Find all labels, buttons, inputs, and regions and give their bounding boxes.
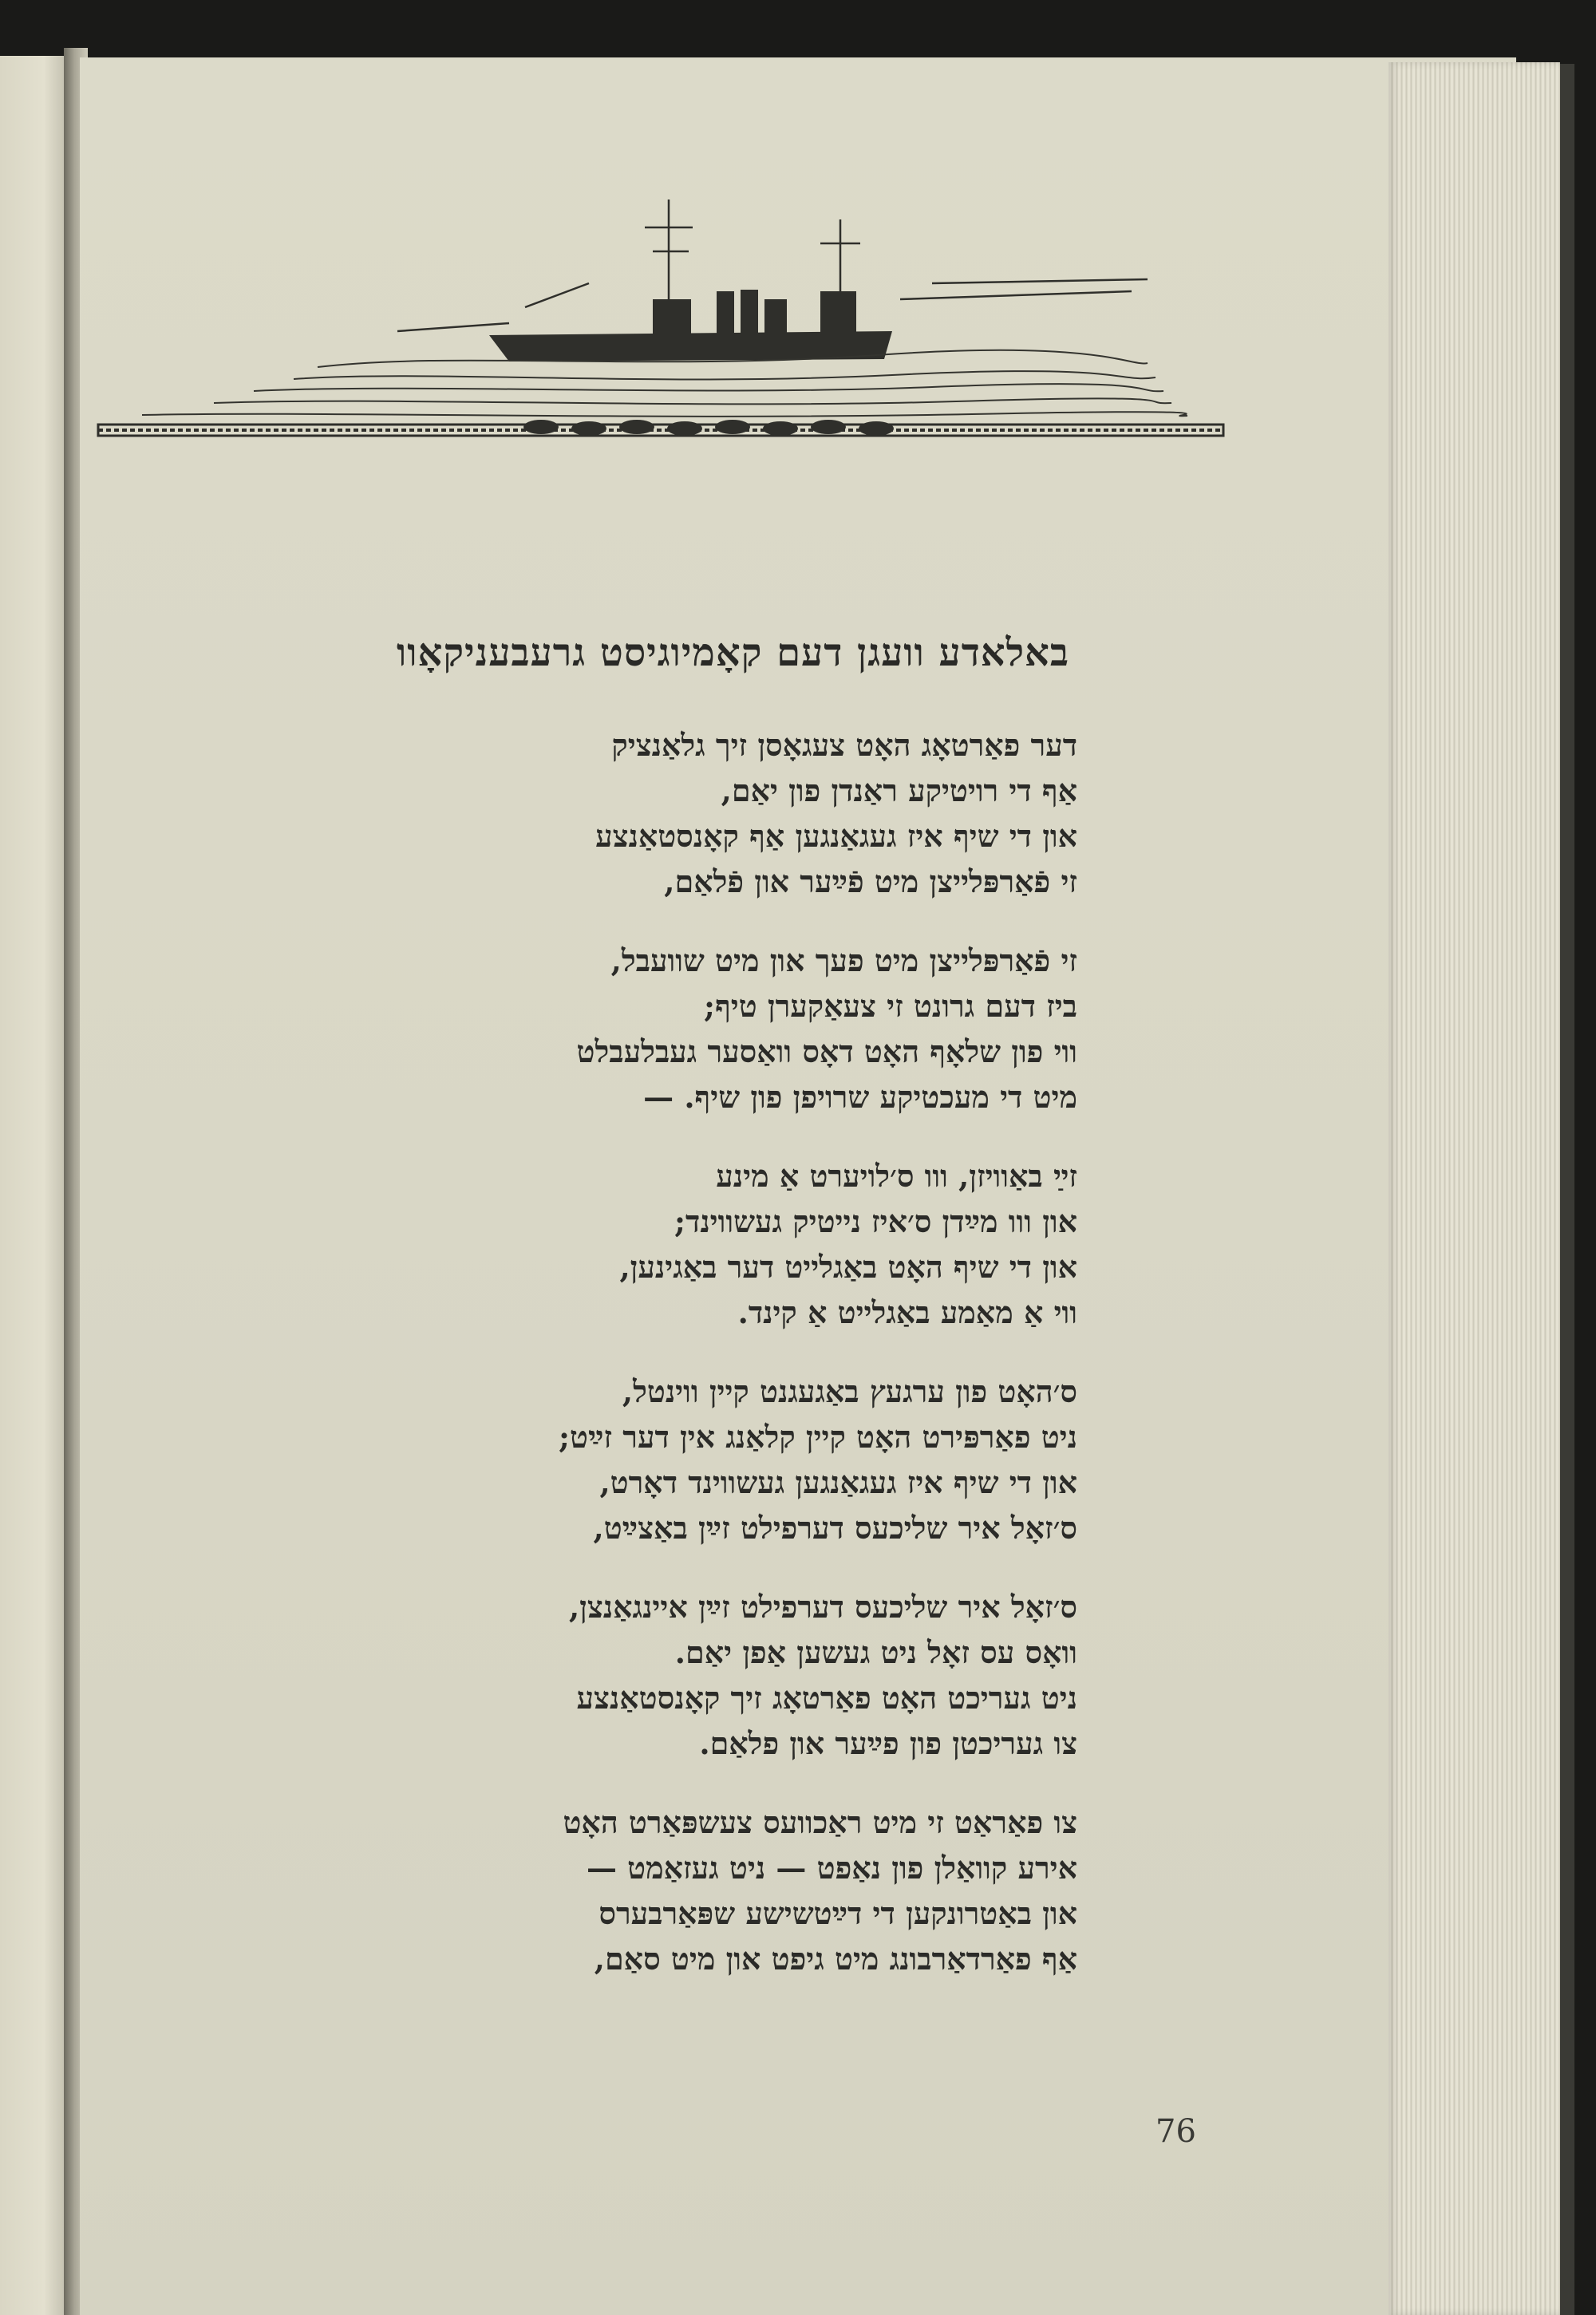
poem-line: וואָס עס זאָל ניט געשען אַפן יאַם. xyxy=(674,1634,1077,1670)
poem-line: צו געריכטן פון פײַער און פלאַם. xyxy=(699,1725,1077,1761)
poem-line: ווי פון שלאָף האָט דאָס וואַסער געבלעבלט xyxy=(576,1033,1077,1069)
poem-line: זי פֿאַרפּלייצן מיט פעך און מיט שוועבל, xyxy=(610,942,1077,978)
poem-line: ניט פאַרפּירט האָט קיין קלאַנג אין דער זײַט; xyxy=(559,1419,1077,1455)
poem-line: און ווו מײַדן ס׳איז נייטיק געשווינד; xyxy=(674,1203,1077,1239)
poem-line: און די שיף האָט באַגלייט דער באַגינען, xyxy=(619,1249,1077,1285)
book-cover-edge xyxy=(1560,64,1574,2315)
poem-line: ס׳האָט פון ערגעץ באַגעגנט קיין ווינטל, xyxy=(622,1373,1077,1409)
stanza xyxy=(40,1584,1077,1766)
poem-line: און די שיף איז געגאַנגען געשווינד דאָרט, xyxy=(599,1464,1077,1500)
poem-line: ביז דעם גרונט זי צעאַקערן טיף; xyxy=(704,988,1077,1024)
stanza xyxy=(40,1153,1077,1335)
poem-body xyxy=(40,722,1077,2015)
poem-line: זײַ באַוויזן, ווו ס׳לויערט אַ מינע xyxy=(716,1158,1077,1194)
poem-line: ס׳זאָל איר שליכעס דערפילט זײַן באַצײַט, xyxy=(593,1510,1077,1546)
stanza xyxy=(40,1369,1077,1551)
poem-line: אַף די רויטיקע ראַנדן פון יאַם, xyxy=(721,772,1077,808)
poem-line: מיט די מעכטיקע שרויפן פון שיף. — xyxy=(643,1079,1077,1115)
page-number: 76 xyxy=(1156,2113,1196,2150)
page-block-edge xyxy=(1389,62,1560,2315)
poem-line: און די שיף איז געגאַנגען אַף קאָנסטאַנצע xyxy=(595,818,1077,854)
stanza xyxy=(40,938,1077,1120)
poem-line: און באַטרונקען די דײַטשישע שפּאַרבערס xyxy=(598,1895,1077,1931)
stanza xyxy=(40,1799,1077,1981)
poem-line: אירע קוואַלן פון נאַפט — ניט געזאַמט — xyxy=(586,1850,1077,1886)
stanza xyxy=(40,722,1077,904)
poem-line: ווי אַ מאַמע באַגלייט אַ קינד. xyxy=(737,1294,1077,1330)
poem-line: ניט געריכט האָט פאַרטאָג זיך קאָנסטאַנצע xyxy=(576,1680,1077,1716)
poem-line: זי פֿאַרפּלייצן מיט פֿײַער און פֿלאַם, xyxy=(664,863,1077,899)
battleship-illustration xyxy=(94,188,1227,451)
poem-line: ס׳זאָל איר שליכעס דערפילט זײַן איינגאַנצן, xyxy=(568,1589,1077,1625)
poem-line: אַף פאַרדאַרבונג מיט גיפט און מיט סאַם, xyxy=(594,1941,1077,1977)
poem-line: צו פאַראַט זי מיט ראַכוועס צעשפּאַרט האָט xyxy=(563,1804,1077,1840)
poem-line: דער פאַרטאָג האָט צעגאָסן זיך גלאַנציק xyxy=(611,727,1077,763)
poem-title: באלאדע וועגן דעם קאָמיוגיסט גרעבעניקאָוו xyxy=(396,630,1069,675)
